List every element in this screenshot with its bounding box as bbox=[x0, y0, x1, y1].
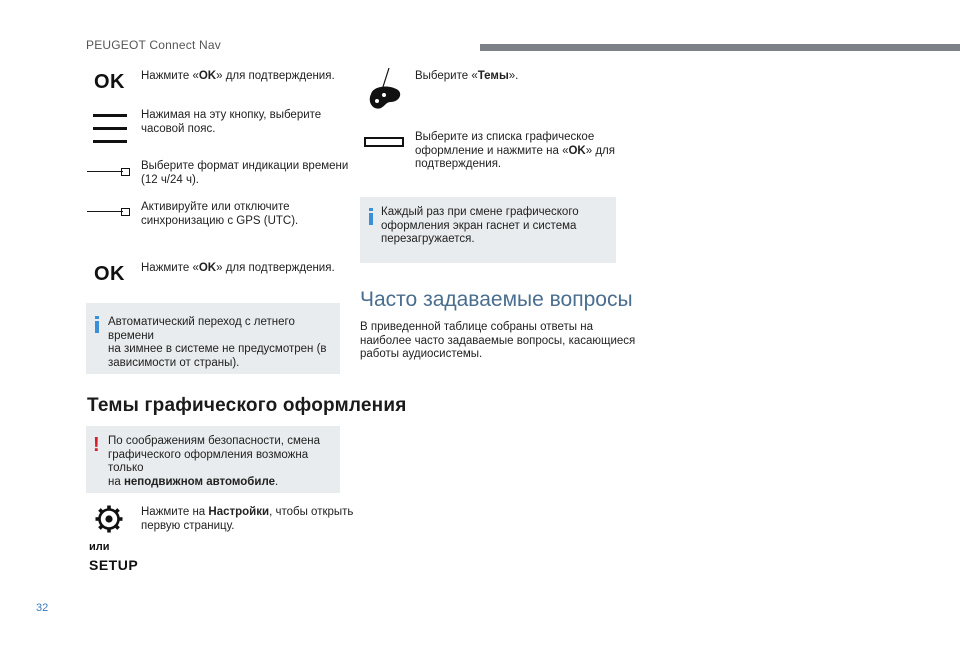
or-label: или bbox=[89, 541, 110, 553]
header-title: PEUGEOT Connect Nav bbox=[86, 38, 221, 52]
section-title-themes: Темы графического оформления bbox=[87, 395, 407, 416]
step-settings-text: Нажмите на Настройки, чтобы открыть первую страницу. bbox=[141, 506, 354, 532]
info-icon bbox=[95, 316, 99, 330]
warning-box: ! По соображениям безопасности, смена графического оформления возможна только на неподвижном автомобиле. bbox=[86, 426, 340, 493]
ok-button-icon-2: OK bbox=[94, 263, 125, 285]
step-confirm-text-2: Нажмите «OK» для подтверждения. bbox=[141, 262, 335, 274]
format-selector-icon bbox=[87, 168, 129, 176]
step-themes-text: Выберите «Темы». bbox=[415, 70, 519, 82]
palette-icon bbox=[365, 66, 405, 112]
step-confirm-text: Нажмите «OK» для подтверждения. bbox=[141, 70, 335, 82]
header-bar bbox=[480, 44, 960, 51]
step-timezone-text: Нажимая на эту кнопку, выберите часовой пояс. bbox=[141, 109, 322, 135]
faq-title: Часто задаваемые вопросы bbox=[360, 288, 633, 311]
info-icon-2 bbox=[369, 208, 373, 222]
info-box-dst: Автоматический переход с летнего времени на зимнее в системе не предусмотрен (в зависимости от страны). bbox=[86, 303, 340, 374]
warning-icon: ! bbox=[93, 434, 100, 456]
gps-sync-toggle-icon bbox=[87, 208, 129, 216]
step-time-format-text: Выберите формат индикации времени (12 ч/24 ч). bbox=[141, 160, 349, 186]
setup-button-label: SETUP bbox=[89, 557, 139, 573]
ok-button-icon: OK bbox=[94, 71, 125, 93]
settings-gear-icon bbox=[95, 505, 123, 533]
page-number: 32 bbox=[36, 602, 49, 614]
info-box-restart: Каждый раз при смене графического оформления экран гаснет и система перезагружается. bbox=[360, 197, 616, 263]
list-item-icon bbox=[364, 137, 404, 147]
faq-description: В приведенной таблице собраны ответы на наиболее часто задаваемые вопросы, касающиеся работы аудиосистемы. bbox=[360, 321, 636, 360]
step-gps-sync-text: Активируйте или отключите синхронизацию с GPS (UTC). bbox=[141, 201, 299, 227]
step-select-theme-text: Выберите из списка графическое оформление и нажмите на «OK» для подтверждения. bbox=[415, 131, 615, 170]
menu-icon bbox=[93, 114, 127, 144]
